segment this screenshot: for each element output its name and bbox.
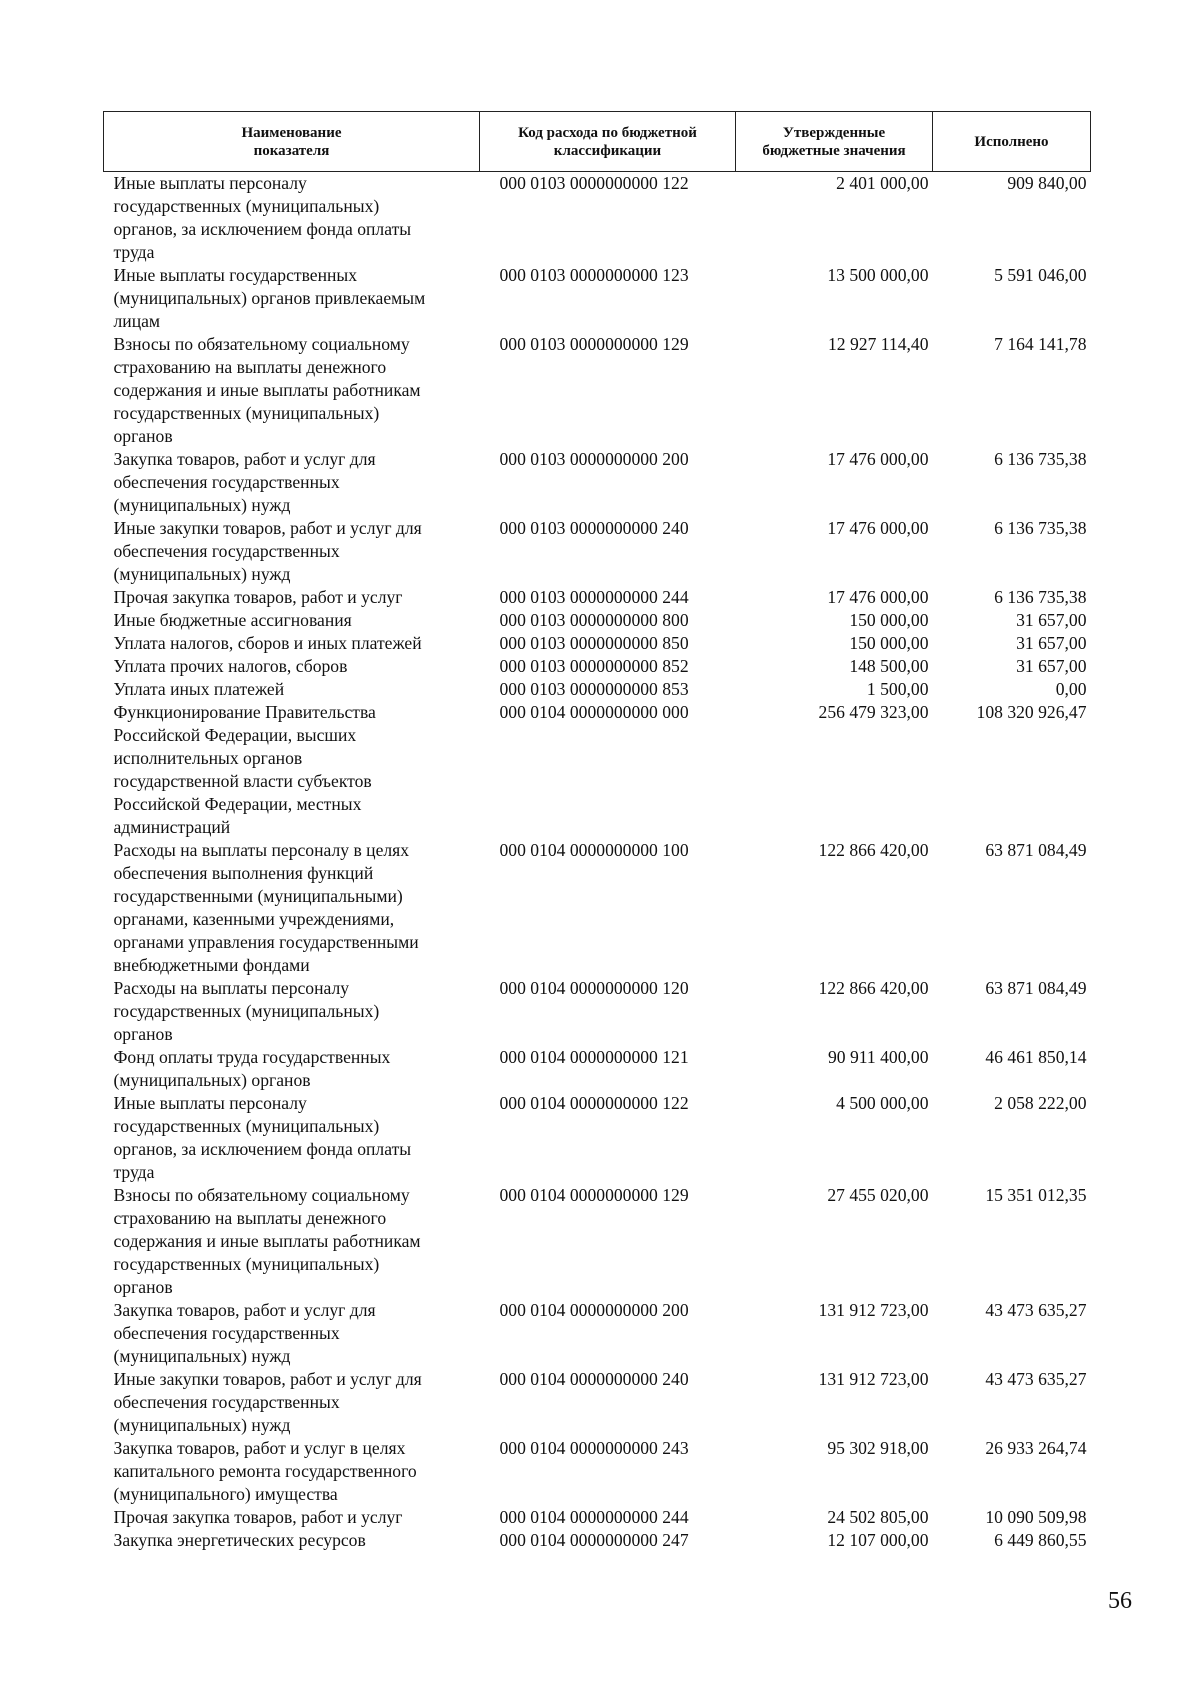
row-code-cell: 000 0104 0000000000 100 (499, 840, 689, 860)
table-row (104, 701, 1091, 839)
row-executed-cell: 63 871 084,49 (985, 840, 1087, 860)
row-name-cell: Взносы по обязательному социальному страхованию на выплаты денежного содержания и иные выплаты работникам государственных (муниципальных) органов (113, 1185, 421, 1297)
row-approved-cell: 131 912 723,00 (818, 1369, 929, 1389)
row-code-cell: 000 0104 0000000000 200 (499, 1300, 689, 1320)
row-approved-cell: 12 927 114,40 (827, 334, 929, 354)
row-name-cell: Иные выплаты персоналу государственных (муниципальных) органов, за исключением фонда оплаты труда (113, 1093, 412, 1182)
row-code-cell: 000 0104 0000000000 247 (499, 1530, 689, 1550)
header-code: Код расхода по бюджетной классификации (480, 112, 736, 172)
table-row (104, 586, 1091, 609)
row-executed-cell: 31 657,00 (1016, 610, 1087, 630)
row-executed-cell: 43 473 635,27 (985, 1300, 1087, 1320)
row-code-cell: 000 0103 0000000000 852 (499, 656, 689, 676)
row-code-cell: 000 0104 0000000000 000 (499, 702, 689, 722)
table-row (104, 977, 1091, 1046)
row-name-cell: Прочая закупка товаров, работ и услуг (113, 587, 403, 607)
row-name-cell: Уплата иных платежей (113, 679, 285, 699)
table-row (104, 333, 1091, 448)
row-approved-cell: 17 476 000,00 (827, 449, 929, 469)
row-name-cell: Иные бюджетные ассигнования (113, 610, 352, 630)
row-code-cell: 000 0103 0000000000 122 (499, 173, 689, 193)
table-body (104, 172, 1091, 1553)
row-executed-cell: 6 449 860,55 (994, 1530, 1087, 1550)
row-code-cell: 000 0103 0000000000 244 (499, 587, 689, 607)
row-code-cell: 000 0103 0000000000 850 (499, 633, 689, 653)
table-row (104, 655, 1091, 678)
header-executed: Исполнено (933, 112, 1091, 172)
row-approved-cell: 13 500 000,00 (827, 265, 929, 285)
row-code-cell: 000 0103 0000000000 240 (499, 518, 689, 538)
row-approved-cell: 17 476 000,00 (827, 587, 929, 607)
table-row (104, 609, 1091, 632)
page-number: 56 (1108, 1588, 1132, 1614)
table-row (104, 517, 1091, 586)
row-name-cell: Прочая закупка товаров, работ и услуг (113, 1507, 403, 1527)
row-approved-cell: 95 302 918,00 (827, 1438, 929, 1458)
table-row (104, 1506, 1091, 1529)
row-name-cell: Расходы на выплаты персоналу государственных (муниципальных) органов (113, 978, 380, 1044)
row-approved-cell: 24 502 805,00 (827, 1507, 929, 1527)
row-executed-cell: 5 591 046,00 (994, 265, 1087, 285)
table-row (104, 839, 1091, 977)
row-executed-cell: 31 657,00 (1016, 633, 1087, 653)
row-approved-cell: 17 476 000,00 (827, 518, 929, 538)
table-header (104, 112, 1091, 172)
row-name-cell: Закупка товаров, работ и услуг в целях капитального ремонта государственного (муниципального) имущества (113, 1438, 417, 1504)
row-name-cell: Закупка энергетических ресурсов (113, 1530, 366, 1550)
row-name-cell: Уплата прочих налогов, сборов (113, 656, 348, 676)
row-name-cell: Взносы по обязательному социальному страхованию на выплаты денежного содержания и иные выплаты работникам государственных (муниципальных) органов (113, 334, 421, 446)
table-row (104, 1529, 1091, 1552)
row-approved-cell: 122 866 420,00 (818, 978, 929, 998)
row-code-cell: 000 0104 0000000000 120 (499, 978, 689, 998)
row-name-cell: Иные выплаты персоналу государственных (муниципальных) органов, за исключением фонда оплаты труда (113, 173, 412, 262)
row-name-cell: Закупка товаров, работ и услуг для обеспечения государственных (муниципальных) нужд (113, 449, 376, 515)
row-code-cell: 000 0104 0000000000 121 (499, 1047, 689, 1067)
row-code-cell: 000 0103 0000000000 129 (499, 334, 689, 354)
row-executed-cell: 909 840,00 (1007, 173, 1087, 193)
row-approved-cell: 2 401 000,00 (836, 173, 929, 193)
table-row (104, 1046, 1091, 1092)
row-approved-cell: 4 500 000,00 (836, 1093, 929, 1113)
row-approved-cell: 150 000,00 (849, 610, 929, 630)
row-approved-cell: 27 455 020,00 (827, 1185, 929, 1205)
row-code-cell: 000 0104 0000000000 244 (499, 1507, 689, 1527)
table-row (104, 1184, 1091, 1299)
row-code-cell: 000 0103 0000000000 200 (499, 449, 689, 469)
row-approved-cell: 148 500,00 (849, 656, 929, 676)
row-approved-cell: 131 912 723,00 (818, 1300, 929, 1320)
table-row (104, 632, 1091, 655)
row-name-cell: Расходы на выплаты персоналу в целях обеспечения выполнения функций государственными (муниципальными) органами, казенными учреждениями, органами управления государственными внебюджетными фондами (113, 840, 419, 975)
header-name: Наименование показателя (104, 112, 480, 172)
row-code-cell: 000 0104 0000000000 122 (499, 1093, 689, 1113)
row-approved-cell: 12 107 000,00 (827, 1530, 929, 1550)
row-approved-cell: 150 000,00 (849, 633, 929, 653)
row-approved-cell: 90 911 400,00 (827, 1047, 929, 1067)
header-approved: Утвержденные бюджетные значения (736, 112, 933, 172)
row-executed-cell: 26 933 264,74 (985, 1438, 1087, 1458)
row-code-cell: 000 0104 0000000000 129 (499, 1185, 689, 1205)
row-approved-cell: 122 866 420,00 (818, 840, 929, 860)
row-executed-cell: 31 657,00 (1016, 656, 1087, 676)
row-approved-cell: 1 500,00 (866, 679, 929, 699)
row-executed-cell: 43 473 635,27 (985, 1369, 1087, 1389)
row-code-cell: 000 0104 0000000000 240 (499, 1369, 689, 1389)
table-row (104, 1368, 1091, 1437)
row-executed-cell: 6 136 735,38 (994, 518, 1087, 538)
row-executed-cell: 2 058 222,00 (994, 1093, 1087, 1113)
row-executed-cell: 10 090 509,98 (985, 1507, 1087, 1527)
row-code-cell: 000 0103 0000000000 800 (499, 610, 689, 630)
table-row (104, 448, 1091, 517)
row-executed-cell: 0,00 (1055, 679, 1087, 699)
table-row (104, 678, 1091, 701)
row-code-cell: 000 0103 0000000000 123 (499, 265, 689, 285)
row-executed-cell: 6 136 735,38 (994, 449, 1087, 469)
table-row (104, 264, 1091, 333)
row-executed-cell: 7 164 141,78 (994, 334, 1087, 354)
row-executed-cell: 46 461 850,14 (985, 1047, 1087, 1067)
row-approved-cell: 256 479 323,00 (818, 702, 929, 722)
row-executed-cell: 15 351 012,35 (985, 1185, 1087, 1205)
row-name-cell: Иные закупки товаров, работ и услуг для обеспечения государственных (муниципальных) нужд (113, 518, 422, 584)
row-name-cell: Иные закупки товаров, работ и услуг для обеспечения государственных (муниципальных) нужд (113, 1369, 422, 1435)
row-executed-cell: 63 871 084,49 (985, 978, 1087, 998)
budget-execution-table (103, 111, 1091, 1552)
table-row (104, 172, 1091, 265)
table-row (104, 1092, 1091, 1184)
row-executed-cell: 6 136 735,38 (994, 587, 1087, 607)
row-name-cell: Уплата налогов, сборов и иных платежей (113, 633, 422, 653)
table-row (104, 1437, 1091, 1506)
row-name-cell: Фонд оплаты труда государственных (муниципальных) органов (113, 1047, 391, 1090)
header-row (104, 112, 1091, 172)
row-name-cell: Закупка товаров, работ и услуг для обеспечения государственных (муниципальных) нужд (113, 1300, 376, 1366)
row-code-cell: 000 0103 0000000000 853 (499, 679, 689, 699)
table-row (104, 1299, 1091, 1368)
row-code-cell: 000 0104 0000000000 243 (499, 1438, 689, 1458)
row-name-cell: Иные выплаты государственных (муниципальных) органов привлекаемым лицам (113, 265, 426, 331)
row-name-cell: Функционирование Правительства Российской Федерации, высших исполнительных органов государственной власти субъектов Российской Федерации, местных администраций (113, 702, 376, 837)
row-executed-cell: 108 320 926,47 (976, 702, 1087, 722)
